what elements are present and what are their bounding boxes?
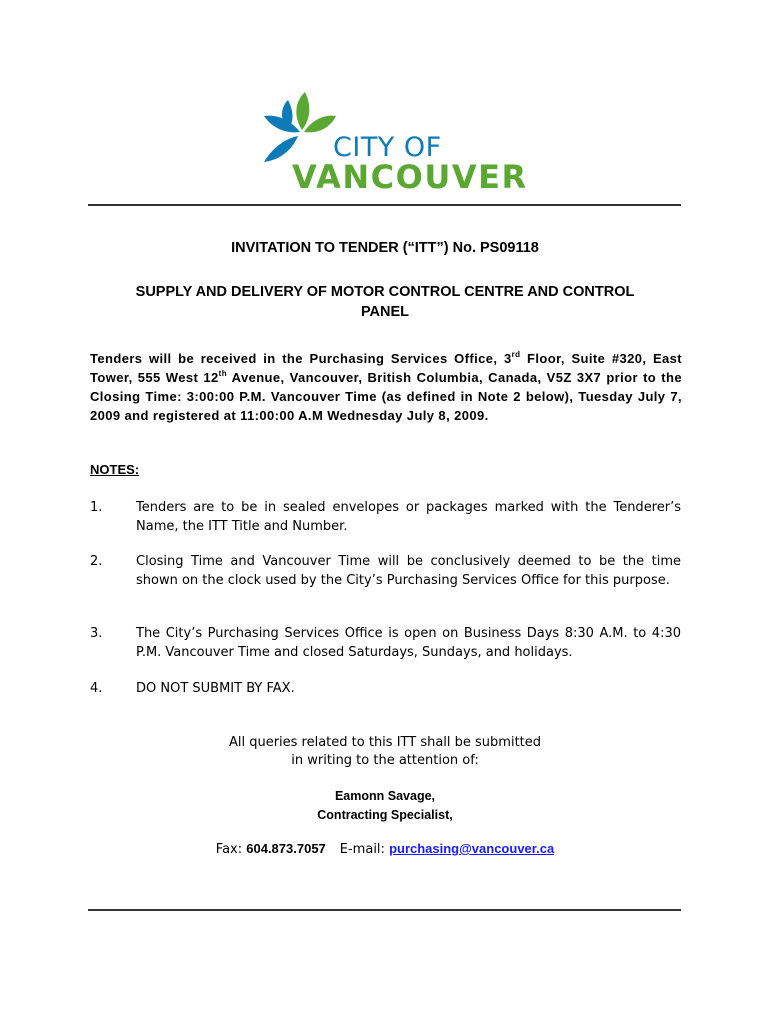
logo-text-city-of: CITY OF	[333, 132, 442, 163]
intro-part-3: Avenue, Vancouver, British Columbia, Canada, V5Z 3X7 prior to the Closing Time: 3:00:00 P.M. Vancouver Time (as defined in Note 2 below), Tuesday July 7, 2009 and registered at 11:00:00 A.M Wednesday July 8, 2009.	[90, 370, 682, 423]
note-number: 4.	[90, 681, 103, 696]
city-of-vancouver-logo	[258, 90, 528, 200]
note-text: The City’s Purchasing Services Office is open on Business Days 8:30 A.M. to 4:30 P.M. Vancouver Time and closed Saturdays, Sundays, and holidays.	[136, 626, 681, 660]
email-label: E-mail:	[339, 842, 390, 857]
fax-number: 604.873.7057	[246, 841, 326, 856]
intro-part-1: Tenders will be received in the Purchasing Services Office, 3	[90, 351, 512, 366]
note-number: 2.	[90, 554, 103, 569]
superscript-th: th	[218, 369, 227, 378]
notes-heading: NOTES:	[90, 462, 140, 477]
contact-name: Eamonn Savage,	[334, 789, 436, 803]
email-link[interactable]: purchasing@vancouver.ca	[389, 841, 555, 856]
contact-fax-email-line	[90, 841, 680, 857]
note-text: DO NOT SUBMIT BY FAX.	[136, 681, 295, 696]
intro-part-2: Floor, Suite #320, East Tower, 555 West 12	[90, 351, 683, 385]
query-line-1: All queries related to this ITT shall be submitted	[228, 735, 542, 750]
note-text: Closing Time and Vancouver Time will be conclusively deemed to be the time shown on the clock used by the City’s Purchasing Services Office for this purpose.	[136, 554, 681, 588]
bottom-divider	[88, 909, 681, 911]
query-line-2: in writing to the attention of:	[291, 753, 479, 768]
note-number: 3.	[90, 626, 103, 641]
document-subtitle	[90, 282, 680, 322]
note-number: 1.	[90, 500, 103, 515]
subtitle-line-1: SUPPLY AND DELIVERY OF MOTOR CONTROL CENTRE AND CONTROL	[135, 284, 635, 300]
contact-role: Contracting Specialist,	[317, 808, 453, 822]
logo-text-vancouver: VANCOUVER	[292, 158, 528, 196]
superscript-rd: rd	[511, 350, 521, 359]
fax-label: Fax:	[215, 842, 247, 857]
intro-paragraph	[90, 349, 682, 425]
note-text: Tenders are to be in sealed envelopes or packages marked with the Tenderer’s Name, the ITT Title and Number.	[136, 500, 681, 534]
top-divider	[88, 204, 681, 206]
subtitle-line-2: PANEL	[360, 304, 410, 320]
document-title: INVITATION TO TENDER (“ITT”) No. PS09118	[231, 240, 539, 256]
